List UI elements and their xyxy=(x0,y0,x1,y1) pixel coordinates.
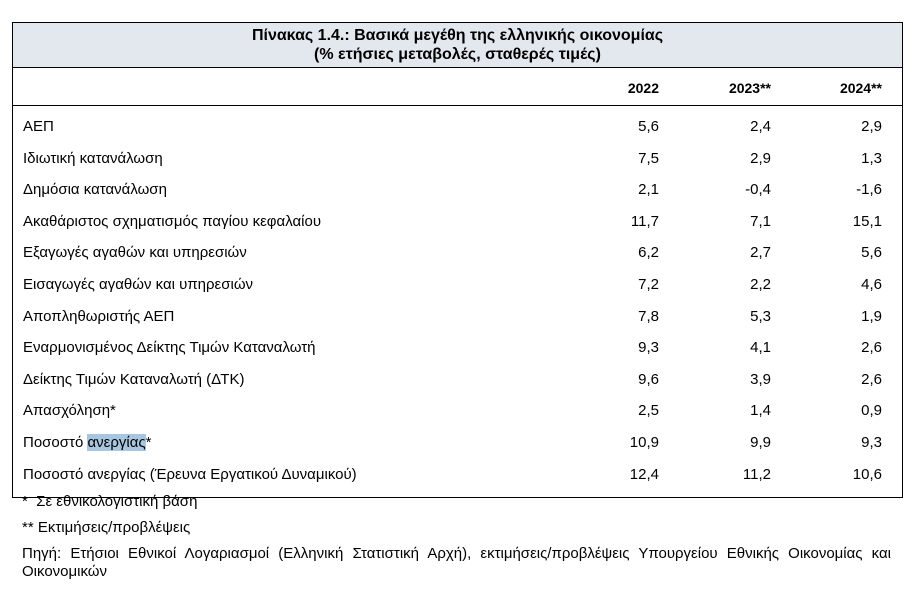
row-label-suffix: * xyxy=(145,433,152,451)
table-row xyxy=(13,112,902,144)
row-label: Εξαγωγές αγαθών και υπηρεσιών xyxy=(23,244,247,262)
row-label: Ιδιωτική κατανάλωση xyxy=(23,149,163,167)
table-row xyxy=(13,428,902,460)
value-2022: 6,2 xyxy=(638,244,659,262)
table-row xyxy=(13,238,902,270)
value-2024: 4,6 xyxy=(861,275,882,293)
value-2024: -1,6 xyxy=(856,181,882,199)
row-label: Δείκτης Τιμών Καταναλωτή (ΔΤΚ) xyxy=(23,370,245,388)
table-row xyxy=(13,207,902,239)
value-2022: 10,9 xyxy=(629,433,659,451)
table-row xyxy=(13,270,902,302)
value-2024: 5,6 xyxy=(861,244,882,262)
table-row xyxy=(13,302,902,334)
value-2023: 2,4 xyxy=(750,118,771,135)
table-title xyxy=(13,23,902,68)
value-2023: 3,9 xyxy=(750,370,771,388)
row-label: Ποσοστό ανεργίας (Έρευνα Εργατικού Δυναμικού) xyxy=(23,465,357,483)
table-row xyxy=(13,175,902,207)
row-label: Εισαγωγές αγαθών και υπηρεσιών xyxy=(23,275,254,293)
value-2022: 2,1 xyxy=(638,181,659,199)
value-2022: 7,5 xyxy=(638,149,659,167)
column-header-2024: 2024** xyxy=(839,80,882,96)
table-notes xyxy=(22,493,891,581)
table-body xyxy=(13,106,902,497)
row-label: Ακαθάριστος σχηματισμός παγίου κεφαλαίου xyxy=(23,212,322,230)
row-label-prefix: Ποσοστό xyxy=(23,433,88,451)
value-2024: 0,9 xyxy=(861,402,882,420)
value-2022: 7,8 xyxy=(638,307,659,325)
value-2023: 5,3 xyxy=(750,307,771,325)
table-row xyxy=(13,144,902,176)
value-2024: 1,9 xyxy=(861,307,882,325)
value-2023: 2,2 xyxy=(750,275,771,293)
row-label[interactable] xyxy=(23,434,151,451)
value-2024: 10,6 xyxy=(852,465,882,483)
table-header-row xyxy=(13,68,902,106)
footnote-estimates: ** Εκτιμήσεις/προβλέψεις xyxy=(22,519,191,536)
row-label: ΑΕΠ xyxy=(23,118,54,135)
column-header-2023: 2023** xyxy=(728,80,771,96)
table-row xyxy=(13,333,902,365)
value-2023: -0,4 xyxy=(745,181,771,199)
footnote-national-accounts: * Σε εθνικολογιστική βάση xyxy=(22,493,198,510)
value-2023: 2,7 xyxy=(750,244,771,262)
value-2023: 11,2 xyxy=(742,465,771,483)
value-2023: 1,4 xyxy=(750,402,771,420)
value-2023: 7,1 xyxy=(750,212,771,230)
selected-text-highlight[interactable]: ανεργίας xyxy=(87,433,146,451)
table-title-line-2: (% ετήσιες μεταβολές, σταθερές τιμές) xyxy=(314,46,601,63)
value-2024: 2,9 xyxy=(861,118,882,135)
value-2022: 5,6 xyxy=(638,118,659,135)
value-2022: 12,4 xyxy=(629,465,659,483)
value-2024: 9,3 xyxy=(861,433,882,451)
value-2022: 2,5 xyxy=(638,402,659,420)
row-label: Αποπληθωριστής ΑΕΠ xyxy=(23,307,175,325)
value-2022: 11,7 xyxy=(630,212,659,230)
table-row xyxy=(13,396,902,428)
value-2022: 7,2 xyxy=(638,275,659,293)
value-2024: 15,1 xyxy=(852,212,882,230)
value-2023: 9,9 xyxy=(750,433,771,451)
value-2022: 9,3 xyxy=(638,339,659,357)
table-row xyxy=(13,460,902,492)
table-title-line-1: Πίνακας 1.4.: Βασικά μεγέθη της ελληνικής οικονομίας xyxy=(251,27,664,44)
row-label: Δημόσια κατανάλωση xyxy=(23,181,167,199)
row-label: Εναρμονισμένος Δείκτης Τιμών Καταναλωτή xyxy=(23,339,316,357)
economy-table xyxy=(12,22,903,498)
row-label: Απασχόληση* xyxy=(23,402,116,420)
value-2023: 4,1 xyxy=(750,339,771,357)
value-2023: 2,9 xyxy=(750,149,771,167)
source-note: Πηγή: Ετήσιοι Εθνικοί Λογαριασμοί (Ελληνική Στατιστική Αρχή), εκτιμήσεις/προβλέψεις Υπουργείου Εθνικής Οικονομίας και Οικονομικών xyxy=(22,545,891,580)
value-2022: 9,6 xyxy=(638,370,659,388)
table-row xyxy=(13,365,902,397)
column-header-2022: 2022 xyxy=(627,80,659,96)
value-2024: 2,6 xyxy=(861,370,882,388)
value-2024: 1,3 xyxy=(861,149,882,167)
value-2024: 2,6 xyxy=(861,339,882,357)
